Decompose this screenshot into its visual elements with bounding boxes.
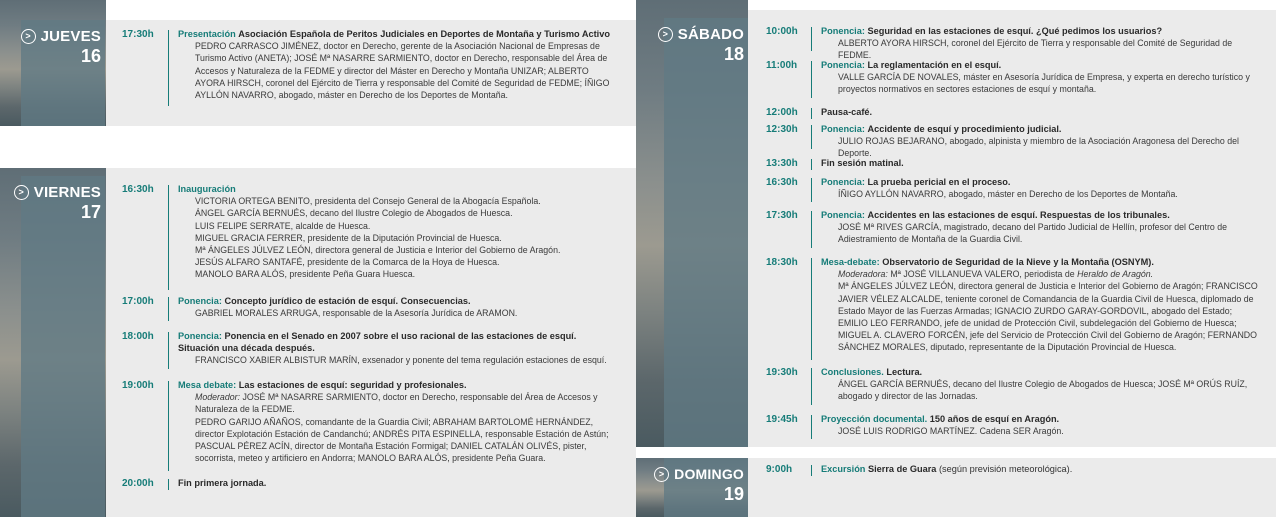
day-tab-domingo xyxy=(658,458,748,517)
session-type: Ponencia: xyxy=(821,60,865,70)
session-details: VICTORIA ORTEGA BENITO, presidenta del Consejo General de la Abogacía Española. xyxy=(195,196,541,207)
divider xyxy=(168,30,169,106)
session xyxy=(821,209,1261,246)
session-title: La prueba pericial en el proceso. xyxy=(867,177,1011,187)
divider xyxy=(811,61,812,98)
session-type: Conclusiones. xyxy=(821,367,884,377)
session xyxy=(821,123,1261,160)
session-details: VALLE GARCÍA DE NOVALES, máster en Asesoría Jurídica de Empresa, y experta en derecho turístico y proyectos normativos en sectores estaciones de esquí y montaña. xyxy=(838,72,1250,95)
session xyxy=(821,256,1261,354)
session-details: JOSÉ LUIS RODRIGO MARTÍNEZ. Cadena SER Aragón. xyxy=(838,426,1064,437)
day-name: VIERNES xyxy=(33,184,101,201)
day-tab-viernes xyxy=(18,176,105,517)
divider xyxy=(168,297,169,321)
session xyxy=(178,330,610,367)
session-type: Ponencia: xyxy=(821,26,865,36)
chevron-right-icon: > xyxy=(14,185,29,200)
divider xyxy=(811,258,812,360)
session-type: Ponencia: xyxy=(178,296,222,306)
session xyxy=(178,295,620,319)
time: 16:30h xyxy=(766,177,798,188)
divider xyxy=(168,185,169,290)
chevron-right-icon: > xyxy=(654,467,669,482)
session-type: Mesa debate: xyxy=(178,380,237,390)
session-title: Asociación Española de Peritos Judiciales en Deportes de Montaña y Turismo Activo xyxy=(238,29,610,39)
session-type: Proyección documental. xyxy=(821,414,928,424)
session-details: ÁNGEL GARCÍA BERNUÉS, decano del Ilustre Colegio de Abogados de Huesca; JOSÉ Mª ORÚS RUÍZ, abogado y director de las Jornadas. xyxy=(838,379,1248,402)
divider xyxy=(811,465,812,476)
session xyxy=(821,25,1261,62)
session-details: PEDRO CARRASCO JIMÉNEZ, doctor en Derecho, gerente de la Asociación Nacional de Empresas de Turismo Activo (ANETA); JOSÉ Mª NASARRE SARMIENTO, doctor en Derecho, responsable del Área de Accesos y Naturaleza de la FEDME y director del Máster en Derecho y Montaña UNIZAR; ALBERTO AYORA HIRSCH, coronel del Ejército de Tierra y responsable del Comité de Seguridad de FEDME; ÍÑIGO AYLLÓN NAVARRO, abogado, máster en Derecho de los Deportes de Montaña. xyxy=(195,41,610,101)
time: 18:00h xyxy=(122,331,154,342)
session xyxy=(178,379,610,464)
session xyxy=(821,106,1261,118)
moderator-label: Moderador: xyxy=(195,392,240,403)
time: 12:30h xyxy=(766,124,798,135)
session-type: Ponencia: xyxy=(821,210,865,220)
session-details: JESÚS ALFARO SANTAFÉ, presidente de la Comarca de la Hoya de Huesca. xyxy=(195,257,500,268)
session-title: Las estaciones de esquí: seguridad y profesionales. xyxy=(238,380,467,390)
time: 12:00h xyxy=(766,107,798,118)
session-details: MIGUEL GRACIA FERRER, presidente de la Diputación Provincial de Huesca. xyxy=(195,232,502,243)
divider xyxy=(168,381,169,471)
divider xyxy=(811,125,812,149)
session-title: Accidentes en las estaciones de esquí. Respuestas de los tribunales. xyxy=(867,210,1170,220)
day-tab-sabado xyxy=(664,18,748,447)
time: 19:45h xyxy=(766,414,798,425)
moderator-label: Moderadora: xyxy=(838,269,888,280)
time: 17:30h xyxy=(122,29,154,40)
session-title: Observatorio de Seguridad de la Nieve y la Montaña (OSNYM). xyxy=(882,257,1154,267)
session-title: Lectura. xyxy=(886,367,923,377)
divider xyxy=(811,27,812,51)
divider xyxy=(811,108,812,119)
divider xyxy=(168,479,169,490)
time: 9:00h xyxy=(766,464,793,475)
session-details: LUIS FELIPE SERRATE, alcalde de Huesca. xyxy=(195,220,371,231)
time: 19:30h xyxy=(766,367,798,378)
session-title: Pausa-café. xyxy=(821,107,873,117)
session-details: PEDRO GARIJO AÑAÑOS, comandante de la Guardia Civil; ABRAHAM BARTOLOMÉ HERNÁNDEZ, director Explotación Estación de Candanchú; ANDRÉS PITA ESPINELLA, responsable Estación de Astún; PASCUAL PÉREZ ACÍN, director de Montaña Estación Formigal; DANIEL CATALÁN OLIVÉS, pister, socorrista, meteo y artificiero en Andorra; MANOLO BARA ALÓS, presidente Peña Guara. xyxy=(195,416,609,464)
day-name: DOMINGO xyxy=(674,466,744,482)
divider xyxy=(811,211,812,248)
time: 11:00h xyxy=(766,60,798,71)
session-title: 150 años de esquí en Aragón. xyxy=(929,414,1060,424)
time: 17:30h xyxy=(766,210,798,221)
session-type: Inauguración xyxy=(178,184,236,194)
session-title: Accidente de esquí y procedimiento judicial. xyxy=(867,124,1062,134)
time: 16:30h xyxy=(122,184,154,195)
session-type: Presentación xyxy=(178,29,236,39)
divider xyxy=(168,332,169,369)
session xyxy=(178,477,610,489)
session-details: GABRIEL MORALES ARRUGA, responsable de la Asesoría Jurídica de ARAMON. xyxy=(195,308,518,319)
day-number: 19 xyxy=(723,484,744,504)
divider xyxy=(811,159,812,170)
session-details: Mª ÁNGELES JÚLVEZ LEÓN, directora general de Justicia e Interior del Gobierno de Aragón. xyxy=(195,245,561,256)
session-details: JOSÉ Mª NASARRE SARMIENTO, doctor en Derecho, responsable del Área de Accesos y Naturaleza de la FEDME. xyxy=(195,392,598,415)
newspaper-name: Heraldo de Aragón. xyxy=(1077,269,1154,280)
session-details: FRANCISCO XABIER ALBISTUR MARÍN, exsenador y ponente del tema regulación estaciones de esquí. xyxy=(195,355,607,366)
time: 20:00h xyxy=(122,478,154,489)
session xyxy=(821,413,1261,437)
session xyxy=(178,28,620,101)
chevron-right-icon: > xyxy=(21,29,36,44)
divider xyxy=(811,368,812,405)
chevron-right-icon: > xyxy=(658,27,673,42)
session-details: JULIO ROJAS BEJARANO, abogado, alpinista y miembro de la Asociación Aragonesa del Derecho del Deporte. xyxy=(838,136,1239,159)
session-title: Fin primera jornada. xyxy=(178,478,267,488)
session-title: Fin sesión matinal. xyxy=(821,158,904,168)
session-title: Concepto jurídico de estación de esquí. Consecuencias. xyxy=(224,296,471,306)
session xyxy=(178,183,620,281)
divider xyxy=(811,178,812,202)
session-type: Mesa-debate: xyxy=(821,257,880,267)
day-name: JUEVES xyxy=(40,28,101,45)
time: 10:00h xyxy=(766,26,798,37)
day-tab-jueves xyxy=(21,20,105,126)
session-details: ÁNGEL GARCÍA BERNUÉS, decano del Ilustre Colegio de Abogados de Huesca. xyxy=(195,208,513,219)
day-name: SÁBADO xyxy=(677,26,744,43)
session-type: Ponencia: xyxy=(821,124,865,134)
session-type: Ponencia: xyxy=(821,177,865,187)
moderator-name: Mª JOSÉ VILLANUEVA VALERO, periodista de xyxy=(890,269,1075,280)
day-number: 17 xyxy=(80,202,101,222)
session-details: ÍÑIGO AYLLÓN NAVARRO, abogado, máster en Derecho de los Deportes de Montaña. xyxy=(838,189,1178,200)
day-number: 16 xyxy=(80,46,101,66)
session xyxy=(821,366,1261,403)
session xyxy=(821,176,1261,200)
time: 19:00h xyxy=(122,380,154,391)
session-details: ALBERTO AYORA HIRSCH, coronel del Ejército de Tierra y responsable del Comité de Seguridad de FEDME. xyxy=(838,38,1233,61)
time: 18:30h xyxy=(766,257,798,268)
session-type: Ponencia: xyxy=(178,331,222,341)
session-title: Seguridad en las estaciones de esquí. ¿Qué pedimos los usuarios? xyxy=(867,26,1163,36)
divider xyxy=(811,415,812,439)
session-title: Sierra de Guara xyxy=(867,464,937,474)
session-note: (según previsión meteorológica). xyxy=(938,464,1073,474)
session-title: Ponencia en el Senado en 2007 sobre el uso racional de las estaciones de esquí. Situación una década después. xyxy=(178,331,577,354)
time: 13:30h xyxy=(766,158,798,169)
session-title: La reglamentación en el esquí. xyxy=(867,60,1002,70)
session xyxy=(821,157,1261,169)
session-details: JOSÉ Mª RIVES GARCÍA, magistrado, decano del Partido Judicial de Hellín, profesor del Centro de Adiestramiento de Montaña de la Guardia Civil. xyxy=(838,222,1228,245)
session-details: MANOLO BARA ALÓS, presidente Peña Guara Huesca. xyxy=(195,269,416,280)
session xyxy=(821,59,1261,96)
session-details: Mª ÁNGELES JÚLVEZ LEÓN, directora general de Justicia e Interior del Gobierno de Aragón; FRANCISCO JAVIER VÉLEZ ALCALDE, teniente coronel de Comandancia de la Guardia Civil de Huesca, diplomado de Estado Mayor de las Fuerzas Armadas; IGNACIO ZURDO GARAY-GORDOVIL, abogado del Estado; EMILIO LEO FERRANDO, jefe de unidad de Protección Civil, subdelegación del Gobierno de Huesca; MIGUEL A. CLAVERO FORCÉN, jefe del Servicio de Protección Civil del Gobierno de Aragón; FERNANDO SÁNCHEZ MORALES, diputado, representante de la Diputación Provincial de Huesca. xyxy=(838,281,1258,353)
day-number: 18 xyxy=(723,44,744,64)
session-type: Excursión xyxy=(821,464,866,474)
session xyxy=(821,463,1261,475)
time: 17:00h xyxy=(122,296,154,307)
